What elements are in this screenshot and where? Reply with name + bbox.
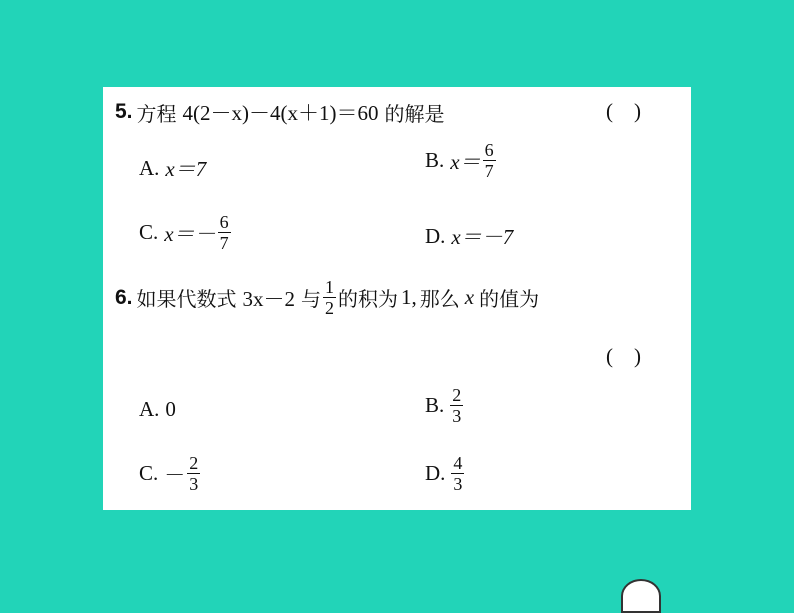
q6-option-d-numerator: 4	[453, 453, 463, 473]
question-6-fraction-numerator: 1	[325, 277, 335, 297]
q6-option-d-denominator: 3	[453, 474, 463, 494]
q5-option-b-denominator: 7	[484, 161, 494, 181]
q5-option-c	[139, 212, 233, 253]
question-6-text-b: 与	[301, 287, 322, 311]
question-6-text-d: 那么	[419, 287, 460, 311]
q6-option-c-label: C.	[139, 461, 159, 485]
q5-option-a	[139, 153, 206, 183]
q6-option-c-prefix: －	[164, 462, 186, 487]
q5-option-a-label: A.	[139, 155, 160, 180]
question-5-text-b: 的解是	[384, 101, 445, 126]
q6-option-b-denominator: 3	[452, 406, 462, 426]
question-5-equation: 4(2－x)－4(x＋1)＝60	[182, 101, 379, 125]
q6-option-a-label: A.	[139, 397, 160, 421]
q6-option-d-fraction	[451, 453, 464, 494]
q5-option-b	[425, 140, 498, 181]
q6-option-c-denominator: 3	[189, 474, 199, 494]
q6-option-a-text: 0	[165, 397, 176, 421]
question-card	[103, 87, 691, 510]
question-6-value: 1,	[401, 285, 417, 309]
question-6-number: 6.	[115, 285, 133, 309]
q6-option-d	[425, 453, 466, 494]
q6-option-c-numerator: 2	[189, 453, 199, 473]
q6-option-b	[425, 385, 465, 426]
q5-option-d-label: D.	[425, 223, 446, 248]
question-5-number: 5.	[115, 100, 133, 123]
question-5-stem	[115, 97, 445, 127]
q5-option-b-fraction	[483, 140, 496, 181]
question-6-stem	[115, 277, 539, 318]
q5-option-c-label: C.	[139, 220, 159, 244]
question-5-answer-blank: ( )	[606, 99, 641, 123]
question-6-fraction	[323, 277, 336, 318]
q5-option-d-text: x＝－7	[451, 225, 514, 249]
q5-option-b-label: B.	[425, 148, 445, 172]
q5-option-c-fraction	[218, 212, 231, 253]
q5-option-b-prefix: x＝	[450, 149, 481, 174]
q6-option-b-label: B.	[425, 393, 445, 417]
q6-option-a	[139, 397, 176, 422]
q6-option-b-numerator: 2	[452, 385, 462, 405]
cartoon-decoration-icon	[621, 579, 661, 613]
q6-option-c	[139, 453, 202, 494]
question-6-text-c: 的积为	[338, 287, 399, 311]
q5-option-a-text: x＝7	[165, 157, 207, 181]
q6-option-c-fraction	[187, 453, 200, 494]
q6-option-b-fraction	[450, 385, 463, 426]
q6-option-d-label: D.	[425, 461, 446, 485]
q5-option-c-denominator: 7	[219, 233, 229, 253]
question-6-fraction-denominator: 2	[325, 298, 335, 318]
question-5-text-a: 方程	[136, 101, 177, 126]
question-6-text-a: 如果代数式	[136, 287, 237, 311]
q5-option-b-numerator: 6	[484, 140, 494, 160]
q5-option-c-numerator: 6	[219, 212, 229, 232]
question-6-text-e: 的值为	[479, 287, 540, 311]
q5-option-c-prefix: x＝－	[164, 221, 216, 246]
question-6-variable: x	[464, 285, 475, 309]
question-6-answer-blank: ( )	[606, 344, 641, 368]
question-6-expression: 3x－2	[242, 286, 296, 311]
q5-option-d	[425, 221, 513, 251]
